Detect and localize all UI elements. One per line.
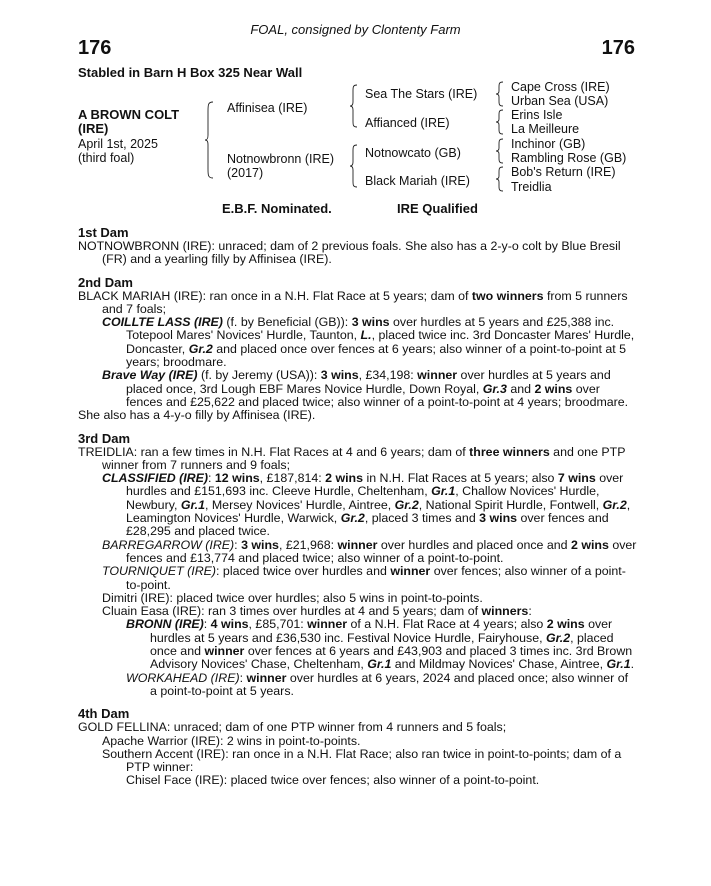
grandproduce-entry: Chisel Face (IRE): placed twice over fences; also winner of a point-to-point. bbox=[126, 773, 540, 788]
ire-qualified: IRE Qualified bbox=[397, 201, 478, 216]
produce-entry: COILLTE LASS (IRE) (f. by Beneficial (GB)): 3 wins over hurdles at 5 years and £25,388 inc. Totepool Mares' Novices' Hurdle, Taunton, L., placed twice inc. 3rd Doncaster Mares' Hurdle, Doncaster, Gr.2 and placed once over fences at 6 years; also winner of a point-to-point at 5 years; broodmare. bbox=[102, 315, 635, 370]
pedigree-bracket-ggp-2 bbox=[497, 109, 505, 135]
stabling-info: Stabled in Barn H Box 325 Near Wall bbox=[78, 65, 303, 80]
horse-name-line1: A BROWN COLT bbox=[78, 107, 180, 122]
produce-entry: BARREGARROW (IRE): 3 wins, £21,968: winner over hurdles and placed once and 2 wins over fences and £13,774 and placed twice; also winner of a point-to-point. bbox=[102, 537, 637, 565]
pedigree-dam: Notnowbronn (IRE) bbox=[227, 152, 334, 166]
consignor-line: FOAL, consigned by Clontenty Farm bbox=[250, 22, 461, 37]
produce-entry: Brave Way (IRE) (f. by Jeremy (USA)): 3 wins, £34,198: winner over hurdles at 5 years and placed once, 3rd Lough EBF Mares Novice Hurdle, Down Royal, Gr.3 and 2 wins over fences and £25,622 and placed twice; also winner of a point-to-point at 4 years; broodmare. bbox=[102, 368, 629, 409]
pedigree-bracket-sire bbox=[351, 84, 359, 128]
produce-entry: TOURNIQUET (IRE): placed twice over hurdles and winner over fences; also winner of a point-to-point. bbox=[102, 564, 626, 592]
pedigree-ggp: La Meilleure bbox=[511, 122, 580, 136]
section-heading-4th-dam: 4th Dam bbox=[78, 706, 130, 722]
section-heading-2nd-dam: 2nd Dam bbox=[78, 274, 133, 290]
pedigree-dam-sire: Notnowcato (GB) bbox=[365, 146, 461, 160]
third-dam-intro: TREIDLIA: ran a few times in N.H. Flat Races at 4 and 6 years; dam of three winners and one PTP winner from 7 runners and 9 foals; bbox=[78, 444, 626, 472]
pedigree-ggp: Treidlia bbox=[511, 180, 552, 194]
foal-note: (third foal) bbox=[78, 151, 135, 165]
pedigree-ggp: Rambling Rose (GB) bbox=[511, 151, 627, 165]
produce-entry: Apache Warrior (IRE): 2 wins in point-to-points. bbox=[102, 733, 361, 748]
produce-entry: Southern Accent (IRE): ran once in a N.H. Flat Race; also ran twice in point-to-points; dam of a PTP winner: bbox=[102, 746, 622, 775]
horse-details bbox=[78, 137, 158, 165]
second-dam-closing: She also has a 4-y-o filly by Affinisea (IRE). bbox=[78, 408, 316, 423]
foaling-date: April 1st, 2025 bbox=[78, 137, 158, 151]
section-heading-3rd-dam: 3rd Dam bbox=[78, 430, 131, 446]
pedigree-dam-dam: Black Mariah (IRE) bbox=[365, 174, 470, 188]
grandproduce-entry: BRONN (IRE): 4 wins, £85,701: winner of a N.H. Flat Race at 4 years; also 2 wins over hurdles at 5 years and £36,530 inc. Festival Novice Hurdle, Fairyhouse, Gr.2, placed once and winner over fences at 6 years and £43,903 and placed 3 times inc. 3rd Brown Advisory Novices' Chase, Cheltenham, Gr.1 and Mildmay Novices' Chase, Aintree, Gr.1. bbox=[126, 617, 635, 672]
produce-entry: Dimitri (IRE): placed twice over hurdles; also 5 wins in point-to-points. bbox=[102, 590, 483, 605]
horse-name-line2: (IRE) bbox=[78, 121, 109, 136]
section-heading-1st-dam: 1st Dam bbox=[78, 225, 129, 240]
produce-entry: CLASSIFIED (IRE): 12 wins, £187,814: 2 wins in N.H. Flat Races at 5 years; also 7 wins over hurdles and £151,693 inc. Cleeve Hurdle, Cheltenham, Gr.1, Challow Novices' Hurdle, Newbury, Gr.1, Mersey Novices' Hurdle, Aintree, Gr.2, National Spirit Hurdle, Fontwell, Gr.2, Leamington Novices' Hurdle, Warwick, Gr.2, placed 3 times and 3 wins over fences and £28,295 and placed twice. bbox=[102, 471, 631, 539]
pedigree-ggp: Bob's Return (IRE) bbox=[511, 165, 616, 179]
pedigree-sire-sire: Sea The Stars (IRE) bbox=[365, 87, 478, 101]
pedigree-dam-year: (2017) bbox=[227, 166, 264, 180]
pedigree-ggp: Inchinor (GB) bbox=[511, 137, 586, 151]
ebf-nominated: E.B.F. Nominated. bbox=[222, 201, 332, 216]
pedigree-bracket-main bbox=[206, 101, 216, 179]
horse-name bbox=[78, 108, 179, 136]
lot-number-left: 176 bbox=[78, 37, 112, 59]
second-dam-intro: BLACK MARIAH (IRE): ran once in a N.H. Flat Race at 5 years; dam of two winners from 5 runners and 7 foals; bbox=[78, 288, 628, 316]
fourth-dam-intro: GOLD FELLINA: unraced; dam of one PTP winner from 4 runners and 5 foals; bbox=[78, 720, 507, 735]
pedigree-ggp: Urban Sea (USA) bbox=[511, 94, 609, 108]
first-dam-text: NOTNOWBRONN (IRE): unraced; dam of 2 previous foals. She also has a 2-y-o colt by Blue Bresil (FR) and a yearling filly by Affinisea (IRE). bbox=[78, 239, 621, 267]
pedigree-ggp: Cape Cross (IRE) bbox=[511, 80, 610, 94]
pedigree-sire: Affinisea (IRE) bbox=[227, 101, 308, 115]
pedigree-bracket-ggp-4 bbox=[497, 166, 505, 192]
lot-number-right: 176 bbox=[601, 37, 635, 59]
pedigree-ggp: Erins Isle bbox=[511, 108, 563, 122]
pedigree-bracket-ggp-3 bbox=[497, 138, 505, 164]
catalogue-body bbox=[78, 226, 638, 788]
grandproduce-entry: WORKAHEAD (IRE): winner over hurdles at 6 years, 2024 and placed once; also winner of a point-to-point at 5 years. bbox=[126, 670, 629, 698]
pedigree-bracket-ggp-1 bbox=[497, 81, 505, 107]
pedigree-bracket-dam bbox=[351, 144, 359, 188]
pedigree-sire-dam: Affianced (IRE) bbox=[365, 116, 450, 130]
produce-entry: Cluain Easa (IRE): ran 3 times over hurdles at 4 and 5 years; dam of winners: bbox=[102, 604, 532, 619]
